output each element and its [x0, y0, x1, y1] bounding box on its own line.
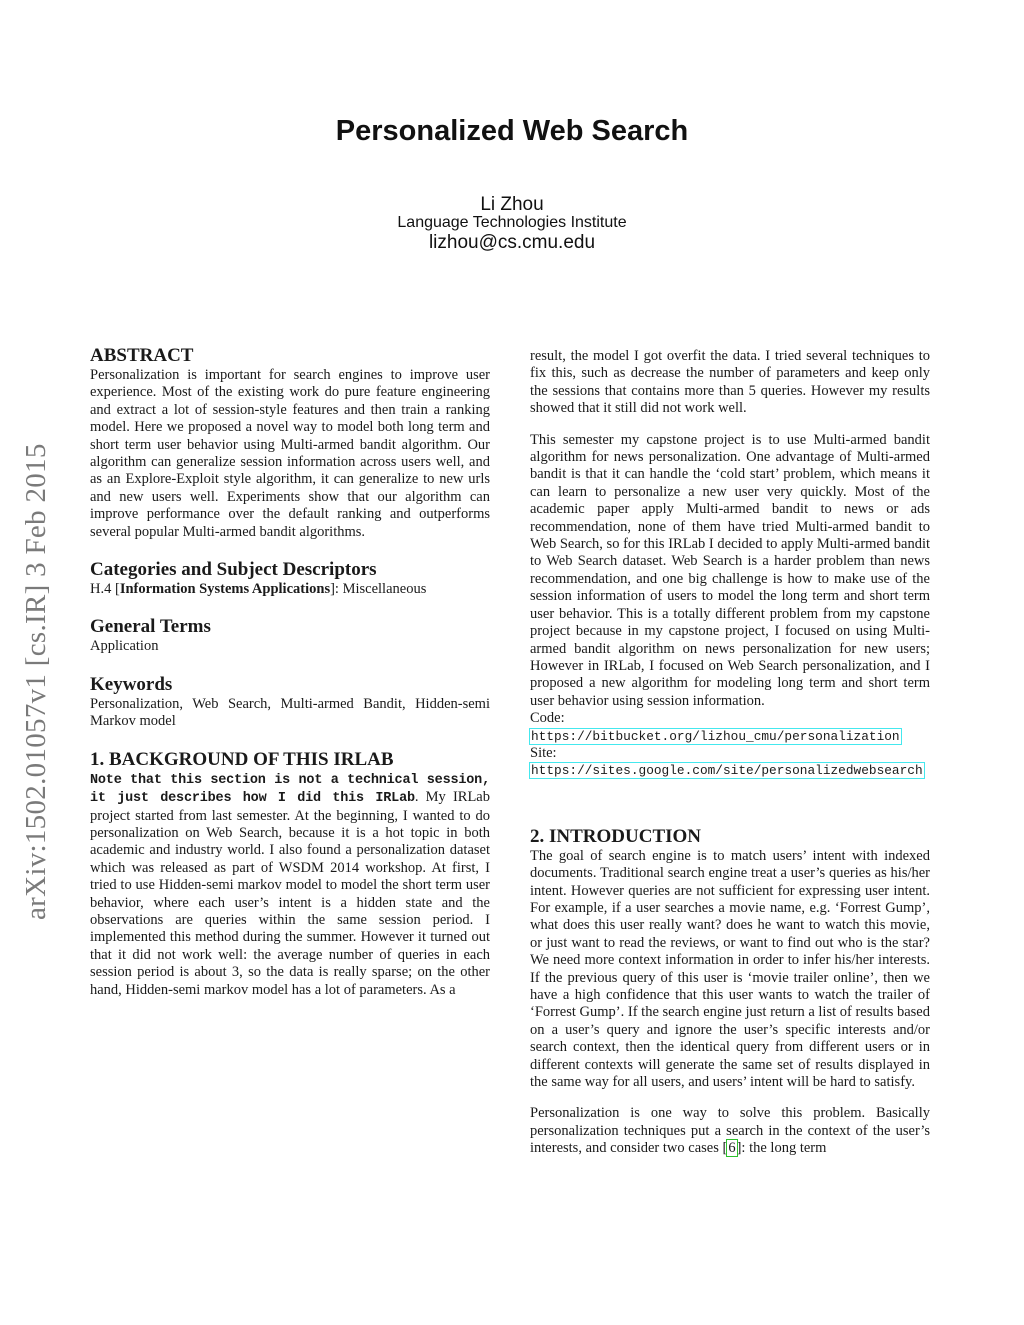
code-line: Code: https://bitbucket.org/lizhou_cmu/personalization — [530, 710, 900, 744]
general-terms-heading: General Terms — [90, 616, 211, 638]
left-column — [90, 345, 490, 999]
section1-heading: 1. BACKGROUND OF THIS IRLAB — [90, 748, 394, 770]
author-name: Li Zhou — [480, 194, 544, 215]
section1-note: Note that this section is not a technical session, it just describes how I did this IRLab — [90, 772, 490, 807]
right-column — [530, 348, 930, 1158]
keywords-text: Personalization, Web Search, Multi-armed Bandit, Hidden-semi Markov model — [90, 695, 490, 730]
categories-heading: Categories and Subject Descriptors — [90, 559, 377, 581]
citation-link[interactable]: 6 — [728, 1140, 736, 1157]
code-link[interactable]: https://bitbucket.org/lizhou_cmu/personalization — [531, 728, 900, 744]
site-link[interactable]: https://sites.google.com/site/personalizedwebsearch — [531, 763, 923, 779]
site-line: Site: https://sites.google.com/site/personalizedwebsearch — [530, 744, 923, 779]
general-terms-text: Application — [90, 638, 159, 655]
section1-paragraph-2: This semester my capstone project is to use Multi-armed bandit algorithm for news personalization. One advantage of Multi-armed bandit is that it can handle the ‘cold start’ problem, which means it can learn to personalize a new user very quickly. Most of the academic paper apply Multi-armed bandit to news or ads recommendation, none of them have tried Multi-armed bandit to Web Search, so for this IRLab I decided to apply Multi-armed bandit to Web Search dataset. Web Search is a harder problem than news recommendation, and one big challenge is how to make use of the session information of users to model the long term and short term user behavior. This is a totally different problem from my capstone project because in my capstone project, I focused on using Multi-armed bandit algorithm on news personalization for new users; However in IRLab, I focused on Web Search personalization, and I proposed a new algorithm for modeling long term and short term user behavior using session information. — [530, 431, 930, 709]
categories-text: H.4 [Information Systems Applications]: Miscellaneous — [90, 581, 427, 598]
abstract-heading: ABSTRACT — [90, 345, 194, 366]
section1-continued: result, the model I got overfit the data. I tried several techniques to fix this, such as decrease the number of parameters and keep only the sessions that contains more than 5 queries. However my results showed that it still did not work well. — [530, 348, 930, 417]
author-affiliation: Language Technologies Institute — [397, 214, 627, 231]
introduction-paragraph-1: The goal of search engine is to match users’ intent with indexed documents. Traditional search engine treat a user’s queries as his/her intent. However queries are not sufficient for expressing user intent. For example, if a user searches a movie name, e.g. ‘Forrest Gump’, what does this user really want? does he want to watch this movie, or just want to read the reviews, or want to find out who is the star? We need more context information in order to infer his/her interests. If the previous query of this user is ‘movie trailer online’, then we have a high confidence that this user wants to watch the trailer of ‘Forrest Gump’. If the search engine just return a list of results based on a user’s query and ignore the user’s specific interests and/or search context, then the identical query from different users or in different contexts will generate the same set of results displayed in the same way for all users, and users’ intent will be hard to satisfy. — [530, 847, 930, 1091]
section2-heading: 2. INTRODUCTION — [530, 825, 702, 847]
author-email[interactable]: lizhou@cs.cmu.edu — [428, 232, 596, 253]
introduction-paragraph-2: Personalization is one way to solve this problem. Basically personalization techniques put a search in the context of the user’s interests, and consider two cases [6]: the long term — [530, 1105, 930, 1157]
paper-title: Personalized Web Search — [335, 115, 689, 147]
arxiv-identifier: arXiv:1502.01057v1 [cs.IR] 3 Feb 2015 — [20, 443, 52, 920]
keywords-heading: Keywords — [90, 673, 173, 695]
section1-paragraph: Note that this section is not a technical session, it just describes how I did this IRLab. My IRLab project started from last semester. At the beginning, I wanted to do personalization on Web Search, because it is a hot topic in both academic and industry world. I also found a personalization dataset which was released as part of WSDM 2014 workshop. At first, I tried to use Hidden-semi markov model to model the short term user behavior, where each user’s intent is a hidden state and the observations are queries within the same session period. I implemented this method during the summer. However it turned out that it did not work well: the average number of queries in each session period is about 3, so the data is really sparse; on the other hand, Hidden-semi markov model has a lot of parameters. As a — [90, 772, 490, 998]
arxiv-sidebar — [20, 443, 60, 960]
abstract-text: Personalization is important for search engines to improve user experience. Most of the existing work do pure feature engineering and extract a lot of session-style features and then train a ranking model. Here we proposed a novel way to model both long term and short term user behavior using Multi-armed bandit algorithm. Our algorithm can generalize session information across users well, and as an Explore-Exploit style algorithm, it can generalize to new urls and new users well. Experiments show that our algorithm can improve performance over the default ranking and outperforms several popular Multi-armed bandit algorithms. — [90, 367, 490, 540]
